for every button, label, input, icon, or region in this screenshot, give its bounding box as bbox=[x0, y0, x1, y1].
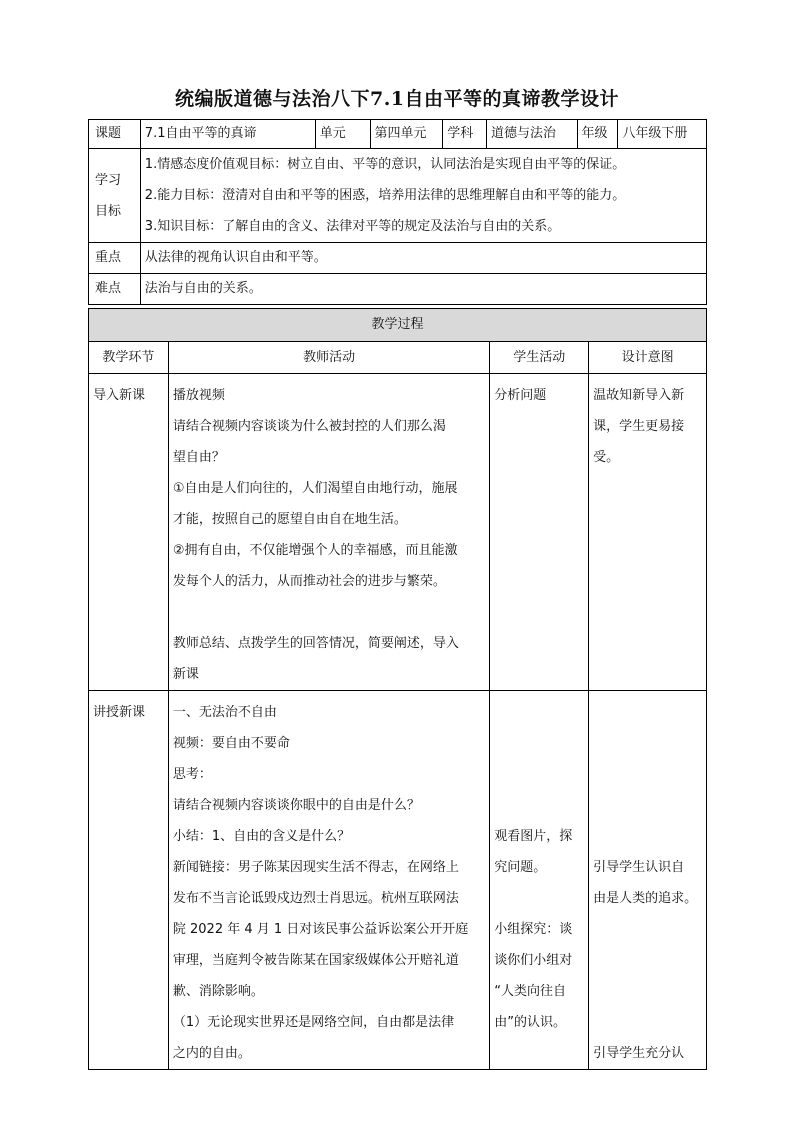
teacher-line bbox=[173, 597, 485, 628]
intent-line: 温故知新导入新 bbox=[593, 388, 685, 403]
teacher-line: 新课 bbox=[172, 667, 199, 682]
goals-content bbox=[140, 149, 706, 243]
teacher-line: 思考： bbox=[172, 767, 212, 782]
process-header-row bbox=[89, 342, 707, 374]
student-activity-cell bbox=[490, 691, 589, 1070]
teacher-line: 播放视频 bbox=[172, 388, 225, 403]
design-intent-cell bbox=[589, 691, 707, 1070]
process-band-row bbox=[89, 309, 707, 342]
goal-item: 2.能力目标：澄清对自由和平等的困惑，培养用法律的思维理解自由和平等的能力。 bbox=[144, 188, 626, 203]
intent-line: 课，学生更易接 bbox=[593, 419, 685, 434]
course-value: 7.1自由平等的真谛 bbox=[140, 120, 315, 149]
subject-value: 道德与法治 bbox=[487, 120, 578, 149]
student-line bbox=[494, 759, 584, 790]
student-line: 小组探究：谈 bbox=[494, 922, 573, 937]
teacher-line: 一、无法治不自由 bbox=[172, 705, 277, 720]
intent-line: 由是人类的追求。 bbox=[593, 891, 698, 906]
info-row bbox=[89, 120, 707, 149]
teacher-line: 视频：要自由不要命 bbox=[172, 736, 290, 751]
difficulty-label: 难点 bbox=[89, 274, 141, 305]
stage-cell bbox=[89, 374, 169, 691]
student-line bbox=[494, 728, 584, 759]
intent-line: 受。 bbox=[593, 450, 620, 465]
process-band: 教学过程 bbox=[89, 309, 707, 342]
student-line: 由”的认识。 bbox=[494, 1015, 567, 1030]
goal-item: 1.情感态度价值观目标：树立自由、平等的意识，认同法治是实现自由平等的保证。 bbox=[144, 157, 626, 172]
goals-label-line2: 目标 bbox=[95, 203, 122, 219]
process-row-intro bbox=[89, 374, 707, 691]
course-label: 课题 bbox=[89, 120, 141, 149]
student-line: 分析问题 bbox=[494, 388, 547, 403]
subject-label: 学科 bbox=[443, 120, 487, 149]
teacher-line: 请结合视频内容谈谈你眼中的自由是什么？ bbox=[172, 798, 420, 813]
student-activity-cell bbox=[490, 374, 589, 691]
teacher-line: ②拥有自由，不仅能增强个人的幸福感，而且能激 bbox=[172, 543, 458, 558]
intent-line: 引导学生充分认 bbox=[593, 1046, 685, 1061]
unit-label: 单元 bbox=[315, 120, 370, 149]
intent-line bbox=[593, 697, 702, 728]
header-teacher: 教师活动 bbox=[168, 342, 489, 374]
difficulty-value: 法治与自由的关系。 bbox=[140, 274, 706, 305]
intent-line bbox=[593, 914, 702, 945]
key-point-row bbox=[89, 243, 707, 274]
header-stage: 教学环节 bbox=[89, 342, 169, 374]
teacher-line: 发布不当言论诋毁戍边烈士肖思远。杭州互联网法 bbox=[172, 891, 459, 906]
student-line: 观看图片，探 bbox=[494, 829, 573, 844]
grade-value: 八年级下册 bbox=[618, 120, 707, 149]
teacher-line: 才能，按照自己的愿望自由自在地生活。 bbox=[172, 512, 407, 527]
teacher-line: 请结合视频内容谈谈为什么被封控的人们那么渴 bbox=[172, 419, 446, 434]
student-line: 谈你们小组对 bbox=[494, 953, 573, 968]
teacher-line: （1）无论现实世界还是网络空间，自由都是法律 bbox=[172, 1015, 455, 1030]
intent-line bbox=[593, 728, 702, 759]
document-title: 统编版道德与法治八下7.1自由平等的真谛教学设计 bbox=[174, 88, 620, 110]
course-info-table bbox=[88, 119, 707, 305]
process-table bbox=[88, 308, 707, 1070]
stage-label: 导入新课 bbox=[93, 388, 146, 403]
teacher-line: 望自由？ bbox=[172, 450, 225, 465]
intent-line bbox=[593, 945, 702, 976]
teacher-line: 审理，当庭判令被告陈某在国家级媒体公开赔礼道 bbox=[172, 953, 459, 968]
student-line: “人类向往自 bbox=[494, 984, 567, 999]
goals-label-line1: 学习 bbox=[95, 172, 122, 188]
stage-label: 讲授新课 bbox=[93, 705, 146, 720]
teacher-line: 发每个人的活力，从而推动社会的进步与繁荣。 bbox=[172, 574, 446, 589]
grade-label: 年级 bbox=[577, 120, 618, 149]
stage-cell bbox=[89, 691, 169, 1070]
intent-line: 引导学生认识自 bbox=[593, 860, 685, 875]
student-line bbox=[494, 883, 584, 914]
teacher-line: 歉、消除影响。 bbox=[172, 984, 264, 999]
unit-value: 第四单元 bbox=[370, 120, 443, 149]
goals-row bbox=[89, 149, 707, 243]
student-line bbox=[494, 1038, 584, 1069]
design-intent-cell bbox=[589, 374, 707, 691]
intent-line bbox=[593, 821, 702, 852]
teacher-line: 新闻链接：男子陈某因现实生活不得志，在网络上 bbox=[172, 860, 459, 875]
header-intent: 设计意图 bbox=[589, 342, 707, 374]
intent-line bbox=[593, 976, 702, 1007]
key-point-value: 从法律的视角认识自由和平等。 bbox=[140, 243, 706, 274]
key-point-label: 重点 bbox=[89, 243, 141, 274]
teacher-line: 教师总结、点拨学生的回答情况，简要阐述，导入 bbox=[172, 636, 459, 651]
goals-label bbox=[89, 149, 141, 243]
student-line bbox=[494, 790, 584, 821]
teacher-activity-cell bbox=[168, 374, 489, 691]
difficulty-row bbox=[89, 274, 707, 305]
teacher-line: 小结：1、自由的含义是什么？ bbox=[172, 829, 351, 844]
teacher-line: ①自由是人们向往的，人们渴望自由地行动，施展 bbox=[172, 481, 458, 496]
student-line: 究问题。 bbox=[494, 860, 547, 875]
intent-line bbox=[593, 1007, 702, 1038]
teacher-line: 院 2022 年 4 月 1 日对该民事公益诉讼案公开开庭 bbox=[172, 922, 469, 937]
intent-line bbox=[593, 759, 702, 790]
goal-item: 3.知识目标：了解自由的含义、法律对平等的规定及法治与自由的关系。 bbox=[144, 219, 561, 234]
header-student: 学生活动 bbox=[490, 342, 589, 374]
teacher-line: 之内的自由。 bbox=[172, 1046, 251, 1061]
teacher-activity-cell bbox=[168, 691, 489, 1070]
intent-line bbox=[593, 790, 702, 821]
student-line bbox=[494, 697, 584, 728]
process-row-lecture bbox=[89, 691, 707, 1070]
